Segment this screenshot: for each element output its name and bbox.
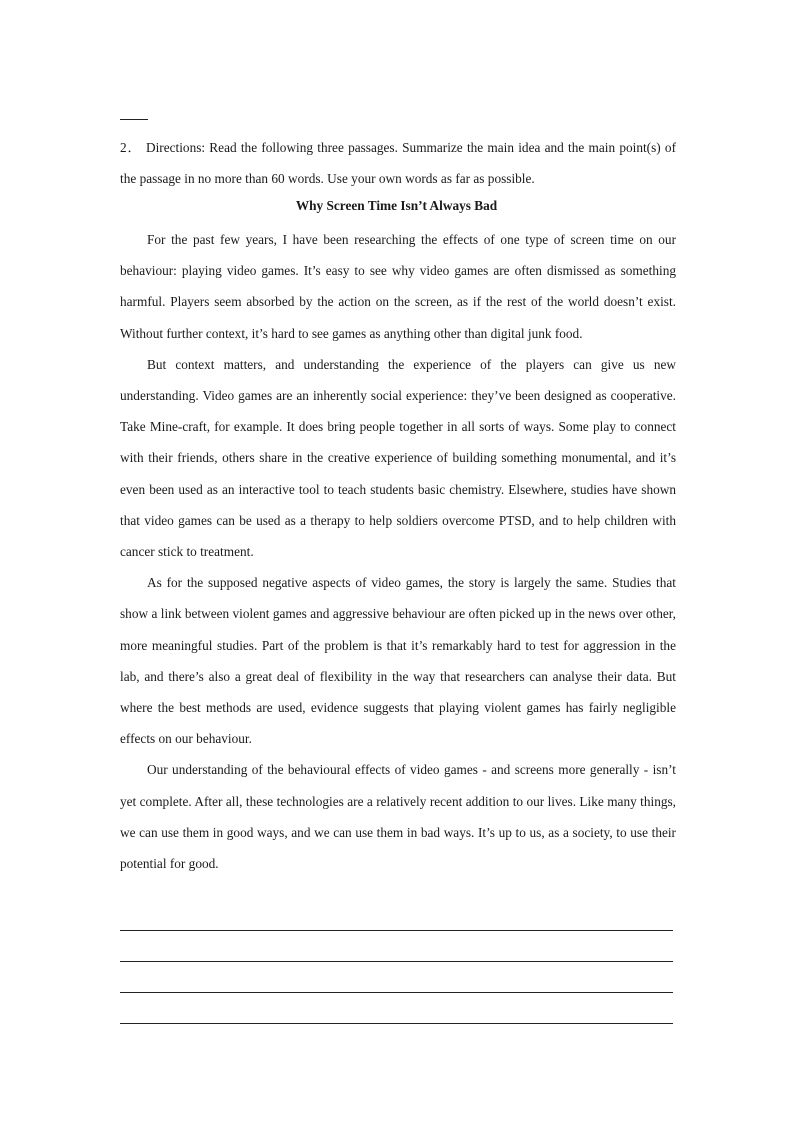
paragraph: But context matters, and understanding the experience of the players can give us new understanding. Video games are an inherently social experience: they’ve been designed as cooperative. Take Mine-craft, for example. It does bring people together in all sorts of ways. Some play to connect with their friends, others share in the creative experience of building something monumental, and it’s even been used as an interactive tool to teach students basic chemistry. Elsewhere, studies have shown that video games can be used as a therapy to help soldiers overcome PTSD, and to help children with cancer stick to treatment. <box>120 356 676 560</box>
answer-line[interactable] <box>120 961 673 962</box>
answer-area[interactable] <box>120 930 673 1054</box>
answer-line[interactable] <box>120 930 673 931</box>
question-directions <box>120 132 676 194</box>
passage-body <box>120 224 676 879</box>
answer-line[interactable] <box>120 1023 673 1024</box>
passage-title: Why Screen Time Isn’t Always Bad <box>295 198 498 213</box>
question-number: 2． <box>120 140 142 155</box>
directions-text: Directions: Read the following three passages. Summarize the main idea and the main point(s) of the passage in no more than 60 words. Use your own words as far as possible. <box>120 140 677 186</box>
answer-line[interactable] <box>120 992 673 993</box>
blank-line <box>120 119 148 120</box>
paragraph: Our understanding of the behavioural effects of video games - and screens more generally - isn’t yet complete. After all, these technologies are a relatively recent addition to our lives. Like many things, we can use them in good ways, and we can use them in bad ways. It’s up to us, as a society, to use their potential for good. <box>120 762 676 872</box>
paragraph: As for the supposed negative aspects of video games, the story is largely the same. Studies that show a link between violent games and aggressive behaviour are often picked up in the news over other, more meaningful studies. Part of the problem is that it’s remarkably hard to test for aggression in the lab, and there’s also a great deal of flexibility in the way that researchers can analyse their data. But where the best methods are used, evidence suggests that playing violent games has fairly negligible effects on our behaviour. <box>120 575 676 747</box>
paragraph: For the past few years, I have been researching the effects of one type of screen time on our behaviour: playing video games. It’s easy to see why video games are often dismissed as something harmful. Players seem absorbed by the action on the screen, as if the rest of the world doesn’t exist. Without further context, it’s hard to see games as anything other than digital junk food. <box>120 232 676 341</box>
